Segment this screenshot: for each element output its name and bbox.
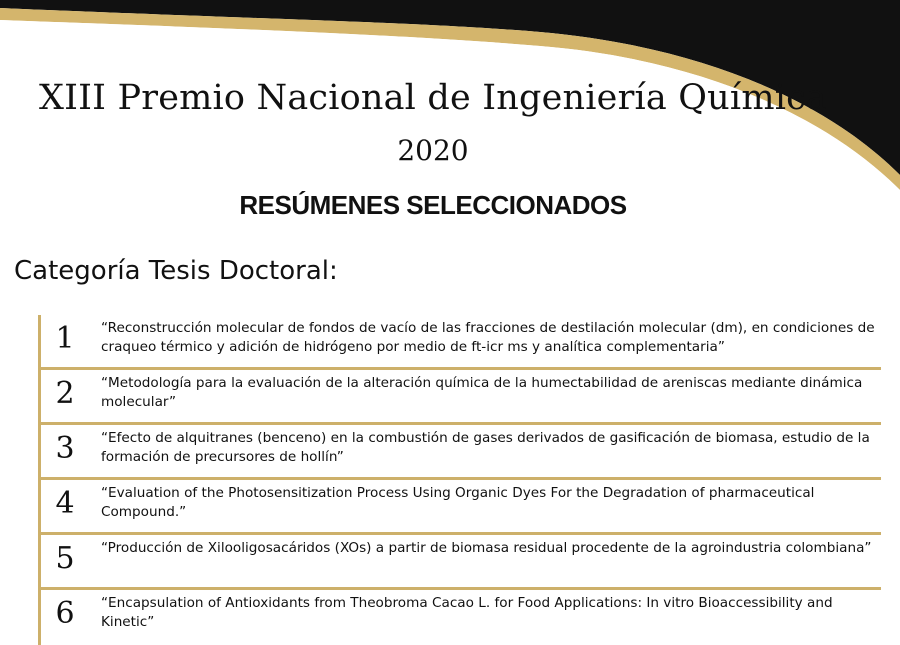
page-title: XIII Premio Nacional de Ingeniería Química — [39, 78, 827, 118]
list-item — [41, 535, 881, 590]
entry-title: “Efecto de alquitranes (benceno) en la combustión de gases derivados de gasificación de biomasa, estudio de la formación de precursores de hollín” — [101, 430, 870, 465]
entry-title: “Encapsulation of Antioxidants from Theobroma Cacao L. for Food Applications: In vitro Bioaccessibility and Kinetic” — [101, 595, 833, 630]
entry-title: “Metodología para la evaluación de la alteración química de la humectabilidad de areniscas mediante dinámica molecular” — [101, 375, 863, 410]
entry-title: “Producción de Xilooligosacáridos (XOs) a partir de biomasa residual procedente de la agroindustria colombiana” — [101, 540, 872, 556]
award-year: 2020 — [397, 134, 469, 167]
list-item — [41, 315, 881, 370]
entry-number: 4 — [55, 486, 75, 521]
list-item — [41, 425, 881, 480]
entry-number: 6 — [55, 596, 75, 631]
entry-number: 3 — [55, 431, 75, 466]
list-item — [41, 370, 881, 425]
category-heading: Categoría Tesis Doctoral: — [14, 256, 338, 286]
entry-number: 2 — [55, 376, 75, 411]
list-item — [41, 480, 881, 535]
entry-number: 1 — [55, 321, 75, 356]
entries-list — [38, 315, 881, 645]
entry-title: “Reconstrucción molecular de fondos de vacío de las fracciones de destilación molecular (dm), en condiciones de craqueo térmico y adición de hidrógeno por medio de ft-icr ms y analítica complementaria” — [101, 320, 875, 355]
entry-title: “Evaluation of the Photosensitization Process Using Organic Dyes For the Degradation of pharmaceutical Compound.” — [101, 485, 815, 520]
list-item — [41, 590, 881, 645]
section-subtitle: RESÚMENES SELECCIONADOS — [239, 190, 627, 220]
entry-number: 5 — [55, 541, 75, 576]
